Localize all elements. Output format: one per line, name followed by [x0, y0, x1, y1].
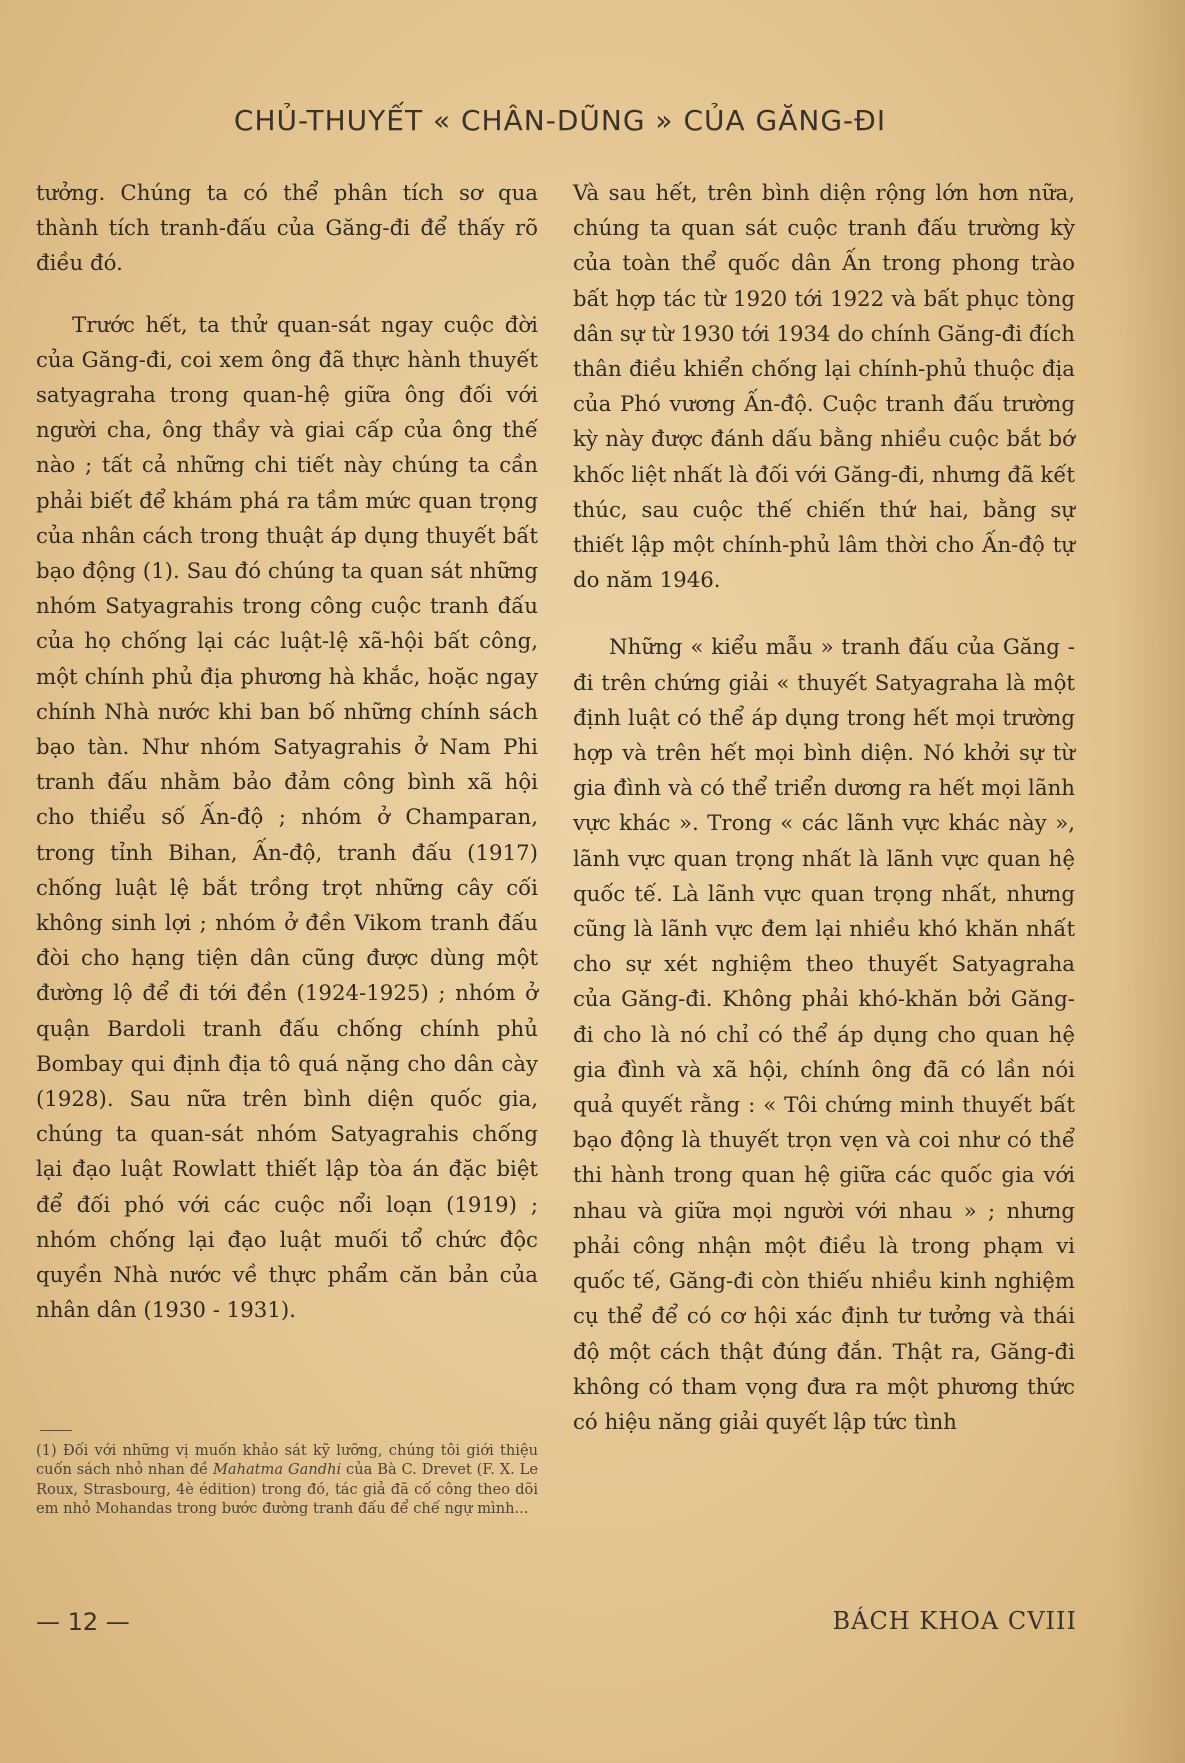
footnote-text-end: của Bà C. Drevet (F. X. Le Roux, Strasbourg, 4è édition) trong đó, tác giả đã cố công theo dõi em nhỏ Mohandas trong bước đường tranh đấu để chế ngự mình...	[36, 1461, 538, 1518]
paragraph: tưởng. Chúng ta có thể phân tích sơ qua thành tích tranh-đấu của Găng-đi để thấy rõ điều đó.	[36, 181, 538, 277]
journal-name: BÁCH KHOA CVIII	[832, 1607, 1077, 1635]
page-edge-shadow	[1115, 0, 1185, 1763]
right-column	[573, 176, 1075, 1440]
page-number: — 12 —	[36, 1608, 130, 1636]
footnote-book-title: Mahatma Gandhi	[212, 1461, 342, 1479]
footnote	[36, 1441, 538, 1519]
paragraph: Trước hết, ta thử quan-sát ngay cuộc đời của Găng-đi, coi xem ông đã thực hành thuyết satyagraha trong quan-hệ giữa ông đối với người cha, ông thầy và giai cấp của ông thế nào ; tất cả những chi tiết này chúng ta cần phải biết để khám phá ra tầm mức quan trọng của nhân cách trong thuật áp dụng thuyết bất bạo động (1). Sau đó chúng ta quan sát những nhóm Satyagrahis trong công cuộc tranh đấu của họ chống lại các luật-lệ xã-hội bất công, một chính phủ địa phương hà khắc, hoặc ngay chính Nhà nước khi ban bố những chính sách bạo tàn. Như nhóm Satyagrahis ở Nam Phi tranh đấu nhằm bảo đảm công bình xã hội cho thiểu số Ấn-độ ; nhóm ở Champaran, trong tỉnh Bihan, Ấn-độ, tranh đấu (1917) chống luật lệ bắt trồng trọt những cây cối không sinh lợi ; nhóm ở đền Vikom tranh đấu đòi cho hạng tiện dân cũng được dùng một đường lộ để đi tới đền (1924-1925) ; nhóm ở quận Bardoli tranh đấu chống chính phủ Bombay qui định địa tô quá nặng cho dân cày (1928). Sau nữa trên bình diện quốc gia, chúng ta quan-sát nhóm Satyagrahis chống lại đạo luật Rowlatt thiết lập tòa án đặc biệt để đối phó với các cuộc nổi loạn (1919) ; nhóm chống lại đạo luật muối tổ chức độc quyền Nhà nước về thực phẩm căn bản của nhân dân (1930 - 1931).	[36, 312, 538, 1324]
footnote-rule	[40, 1430, 72, 1431]
paragraph: Và sau hết, trên bình diện rộng lớn hơn nữa, chúng ta quan sát cuộc tranh đấu trường kỳ của toàn thể quốc dân Ấn trong phong trào bất hợp tác từ 1920 tới 1922 và bất phục tòng dân sự từ 1930 tới 1934 do chính Găng-đi đích thân điều khiển chống lại chính-phủ thuộc địa của Phó vương Ấn-độ. Cuộc tranh đấu trường kỳ này được đánh dấu bằng nhiều cuộc bắt bớ khốc liệt nhất là đối với Găng-đi, nhưng đã kết thúc, sau cuộc thế chiến thứ hai, bằng sự thiết lập một chính-phủ lâm thời cho Ấn-độ tự do năm 1946.	[573, 181, 1075, 594]
left-column	[36, 176, 538, 1329]
running-title: CHỦ-THUYẾT « CHÂN-DŨNG » CỦA GĂNG-ĐI	[233, 104, 887, 137]
footnote-text: (1) Đối với những vị muốn khảo sát kỹ lưỡng, chúng tôi giới thiệu cuốn sách nhỏ nhan đề	[36, 1442, 538, 1479]
paragraph: Những « kiểu mẫu » tranh đấu của Găng - đi trên chứng giải « thuyết Satyagraha là một định luật có thể áp dụng trong hết mọi trường hợp và trên hết mọi bình diện. Nó khởi sự từ gia đình và có thể triển dương ra hết mọi lãnh vực khác ». Trong « các lãnh vực khác này », lãnh vực quan trọng nhất là lãnh vực quan hệ quốc tế. Là lãnh vực quan trọng nhất, nhưng cũng là lãnh vực đem lại nhiều khó khăn nhất cho sự xét nghiệm theo thuyết Satyagraha của Găng-đi. Không phải khó-khăn bởi Găng-đi cho là nó chỉ có thể áp dụng cho quan hệ gia đình và xã hội, chính ông đã có lần nói quả quyết rằng : « Tôi chứng minh thuyết bất bạo động là thuyết trọn vẹn và coi như có thể thi hành trong quan hệ giữa các quốc gia với nhau và giữa mọi người với nhau » ; nhưng phải công nhận một điều là trong phạm vi quốc tế, Găng-đi còn thiếu nhiều kinh nghiệm cụ thể để có cơ hội xác định tư tưởng và thái độ một cách thật đúng đắn. Thật ra, Găng-đi không có tham vọng đưa ra một phương thức có hiệu năng giải quyết lập tức tình	[573, 635, 1075, 1435]
